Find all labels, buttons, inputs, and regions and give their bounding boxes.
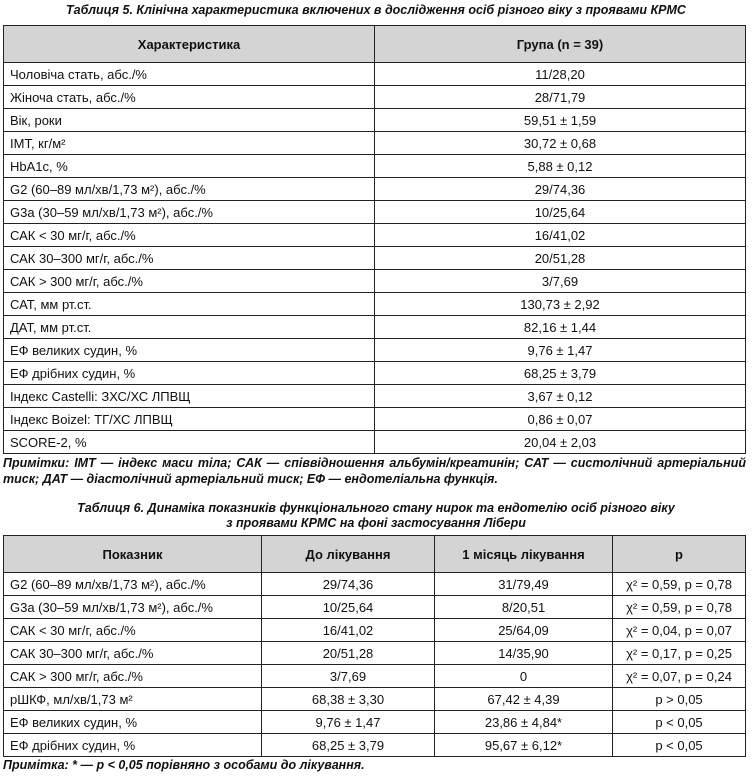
after-value-cell: 14/35,90 xyxy=(435,642,613,665)
table-row xyxy=(4,619,746,642)
table-row xyxy=(4,711,746,734)
table-row xyxy=(4,573,746,596)
p-value-cell: p > 0,05 xyxy=(613,688,746,711)
row-label-cell: ЕФ дрібних судин, % xyxy=(4,734,262,757)
table5-header-row xyxy=(4,26,746,63)
group-value-cell: 3,67 ± 0,12 xyxy=(375,385,746,408)
table-row xyxy=(4,734,746,757)
row-label-cell: САТ, мм рт.ст. xyxy=(4,293,375,316)
row-label-cell: Жіноча стать, абс./% xyxy=(4,86,375,109)
row-label-cell: Індекс Castelli: ЗХС/ХС ЛПВЩ xyxy=(4,385,375,408)
table-row xyxy=(4,247,746,270)
row-label-cell: САК < 30 мг/г, абс./% xyxy=(4,619,262,642)
after-value-cell: 31/79,49 xyxy=(435,573,613,596)
before-value-cell: 68,25 ± 3,79 xyxy=(262,734,435,757)
table6-header-row xyxy=(4,536,746,573)
row-label-cell: САК < 30 мг/г, абс./% xyxy=(4,224,375,247)
clinical-characteristics-table xyxy=(3,25,746,454)
p-value-cell: χ² = 0,07, p = 0,24 xyxy=(613,665,746,688)
group-value-cell: 30,72 ± 0,68 xyxy=(375,132,746,155)
row-label-cell: ІМТ, кг/м² xyxy=(4,132,375,155)
group-value-cell: 9,76 ± 1,47 xyxy=(375,339,746,362)
table5-note: Примітки: ІМТ — індекс маси тіла; САК — співвідношення альбумін/креатинін; САТ — систолічний артеріальний тиск; ДАТ — діастолічний артеріальний тиск; ЕФ — ендотеліальна функція. xyxy=(3,456,746,486)
group-value-cell: 130,73 ± 2,92 xyxy=(375,293,746,316)
p-value-cell: χ² = 0,17, p = 0,25 xyxy=(613,642,746,665)
table6-header-p: p xyxy=(613,536,746,573)
table5-header-characteristic: Характеристика xyxy=(4,26,375,63)
after-value-cell: 0 xyxy=(435,665,613,688)
table-row xyxy=(4,665,746,688)
group-value-cell: 59,51 ± 1,59 xyxy=(375,109,746,132)
row-label-cell: Чоловіча стать, абс./% xyxy=(4,63,375,86)
row-label-cell: САК > 300 мг/г, абс./% xyxy=(4,665,262,688)
table6-caption-line2: з проявами КРМС на фоні застосування Лібери xyxy=(226,516,526,530)
group-value-cell: 16/41,02 xyxy=(375,224,746,247)
table-row xyxy=(4,431,746,454)
table-row xyxy=(4,63,746,86)
table6-caption-line1: Таблиця 6. Динаміка показників функціонального стану нирок та ендотелію осіб різного віку xyxy=(77,501,675,515)
row-label-cell: Індекс Boizel: ТГ/ХС ЛПВЩ xyxy=(4,408,375,431)
table-row xyxy=(4,688,746,711)
after-value-cell: 8/20,51 xyxy=(435,596,613,619)
group-value-cell: 82,16 ± 1,44 xyxy=(375,316,746,339)
row-label-cell: рШКФ, мл/хв/1,73 м² xyxy=(4,688,262,711)
group-value-cell: 29/74,36 xyxy=(375,178,746,201)
row-label-cell: G2 (60–89 мл/хв/1,73 м²), абс./% xyxy=(4,178,375,201)
p-value-cell: χ² = 0,04, p = 0,07 xyxy=(613,619,746,642)
group-value-cell: 20/51,28 xyxy=(375,247,746,270)
table-row xyxy=(4,362,746,385)
p-value-cell: p < 0,05 xyxy=(613,711,746,734)
table-row xyxy=(4,316,746,339)
row-label-cell: САК 30–300 мг/г, абс./% xyxy=(4,642,262,665)
table-row xyxy=(4,385,746,408)
table-row xyxy=(4,109,746,132)
group-value-cell: 0,86 ± 0,07 xyxy=(375,408,746,431)
group-value-cell: 68,25 ± 3,79 xyxy=(375,362,746,385)
p-value-cell: χ² = 0,59, p = 0,78 xyxy=(613,596,746,619)
before-value-cell: 68,38 ± 3,30 xyxy=(262,688,435,711)
table-row xyxy=(4,201,746,224)
table-row xyxy=(4,293,746,316)
table5-body xyxy=(4,63,746,454)
before-value-cell: 3/7,69 xyxy=(262,665,435,688)
row-label-cell: ЕФ дрібних судин, % xyxy=(4,362,375,385)
group-value-cell: 11/28,20 xyxy=(375,63,746,86)
row-label-cell: G3a (30–59 мл/хв/1,73 м²), абс./% xyxy=(4,201,375,224)
group-value-cell: 28/71,79 xyxy=(375,86,746,109)
after-value-cell: 67,42 ± 4,39 xyxy=(435,688,613,711)
table-row xyxy=(4,132,746,155)
table-row xyxy=(4,596,746,619)
after-value-cell: 25/64,09 xyxy=(435,619,613,642)
row-label-cell: ДАТ, мм рт.ст. xyxy=(4,316,375,339)
table6-header-before: До лікування xyxy=(262,536,435,573)
table6-header-after: 1 місяць лікування xyxy=(435,536,613,573)
table-row xyxy=(4,155,746,178)
table6-body xyxy=(4,573,746,757)
table-row xyxy=(4,642,746,665)
group-value-cell: 5,88 ± 0,12 xyxy=(375,155,746,178)
p-value-cell: p < 0,05 xyxy=(613,734,746,757)
after-value-cell: 23,86 ± 4,84* xyxy=(435,711,613,734)
row-label-cell: HbA1c, % xyxy=(4,155,375,178)
dynamics-table xyxy=(3,535,746,757)
row-label-cell: SCORE-2, % xyxy=(4,431,375,454)
before-value-cell: 10/25,64 xyxy=(262,596,435,619)
row-label-cell: G3a (30–59 мл/хв/1,73 м²), абс./% xyxy=(4,596,262,619)
row-label-cell: Вік, роки xyxy=(4,109,375,132)
before-value-cell: 29/74,36 xyxy=(262,573,435,596)
table-row xyxy=(4,86,746,109)
row-label-cell: САК > 300 мг/г, абс./% xyxy=(4,270,375,293)
p-value-cell: χ² = 0,59, p = 0,78 xyxy=(613,573,746,596)
table5-header-group: Група (n = 39) xyxy=(375,26,746,63)
row-label-cell: САК 30–300 мг/г, абс./% xyxy=(4,247,375,270)
before-value-cell: 9,76 ± 1,47 xyxy=(262,711,435,734)
table-row xyxy=(4,339,746,362)
table6-header-indicator: Показник xyxy=(4,536,262,573)
row-label-cell: G2 (60–89 мл/хв/1,73 м²), абс./% xyxy=(4,573,262,596)
table-row xyxy=(4,224,746,247)
table-row xyxy=(4,270,746,293)
group-value-cell: 20,04 ± 2,03 xyxy=(375,431,746,454)
group-value-cell: 3/7,69 xyxy=(375,270,746,293)
row-label-cell: ЕФ великих судин, % xyxy=(4,339,375,362)
group-value-cell: 10/25,64 xyxy=(375,201,746,224)
table-row xyxy=(4,408,746,431)
table6-note: Примітка: * — p < 0,05 порівняно з особами до лікування. xyxy=(3,758,365,772)
after-value-cell: 95,67 ± 6,12* xyxy=(435,734,613,757)
before-value-cell: 16/41,02 xyxy=(262,619,435,642)
table6-caption xyxy=(0,501,752,531)
row-label-cell: ЕФ великих судин, % xyxy=(4,711,262,734)
before-value-cell: 20/51,28 xyxy=(262,642,435,665)
table-row xyxy=(4,178,746,201)
table5-caption: Таблиця 5. Клінічна характеристика включених в дослідження осіб різного віку з проявами КРМС xyxy=(66,3,686,17)
